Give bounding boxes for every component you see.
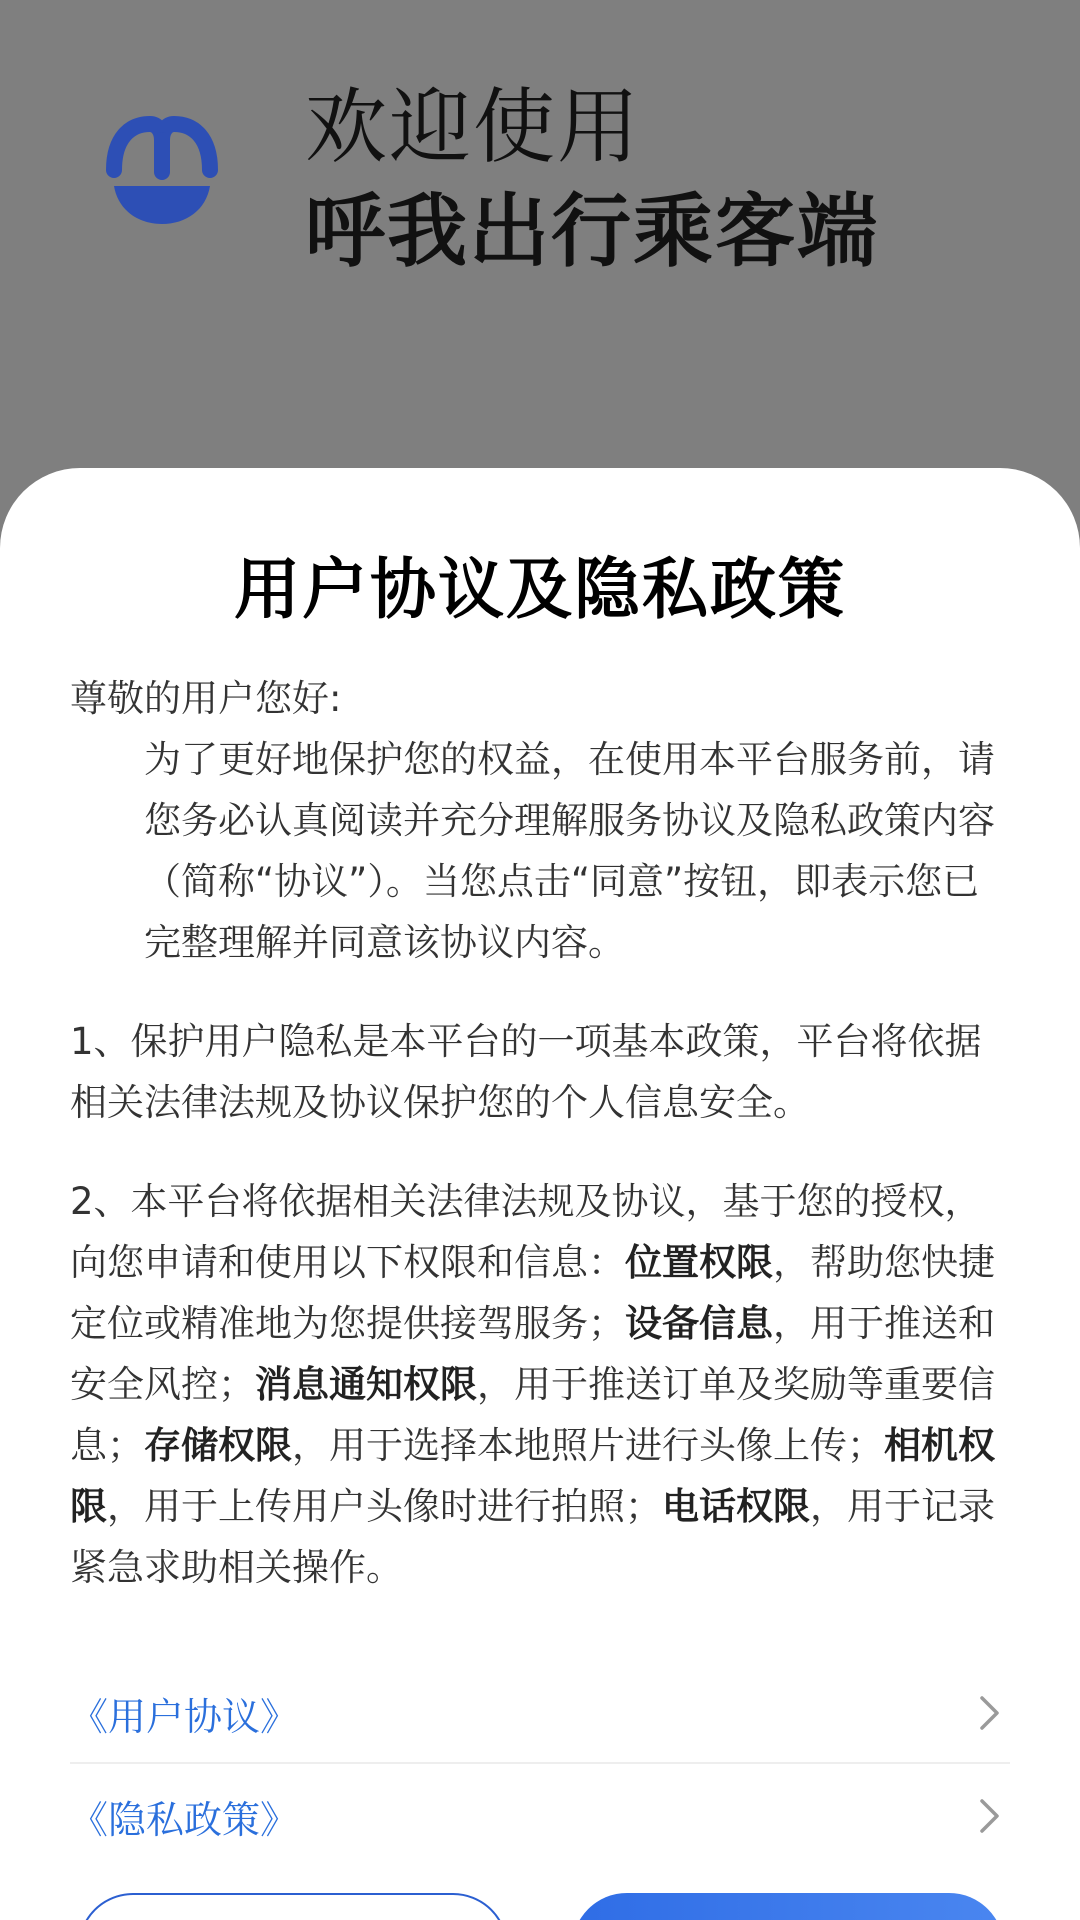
hu-wo-logo-icon [100,110,224,234]
storage-permission-label: 存储权限 [144,1424,292,1467]
chevron-right-icon [970,1796,1010,1836]
camera-permission-text: ，用于上传用户头像时进行拍照； [107,1485,662,1528]
greeting-text: 尊敬的用户您好: [70,677,342,720]
dialog-title: 用户协议及隐私政策 [234,551,846,628]
disagree-button[interactable] [78,1893,508,1920]
device-info-text: ，用于推送和安全风控； [70,1302,995,1406]
policy-item-1: 1、保护用户隐私是本平台的一项基本政策，平台将依据相关法律法规及协议保护您的个人信息安全。 [70,1020,982,1124]
device-info-label: 设备信息 [625,1302,773,1345]
agree-button[interactable] [572,1893,1004,1920]
phone-permission-label: 电话权限 [662,1485,810,1528]
notification-permission-text: ，用于推送订单及奖励等重要信息； [70,1363,995,1467]
privacy-policy-link[interactable] [70,1766,1010,1866]
policy-item-2 [70,1171,1010,1598]
user-agreement-label: 《用户协议》 [70,1694,299,1739]
phone-permission-text: ，用于记录紧急求助相关操作。 [70,1485,995,1589]
user-agreement-link[interactable] [70,1664,1010,1764]
app-name: 呼我出行乘客端 [305,185,879,278]
dialog-content [70,668,1010,1636]
storage-permission-text: ，用于选择本地照片进行头像上传； [292,1424,884,1467]
item2-lead: 2、本平台将依据相关法律法规及协议，基于您的授权，向您申请和使用以下权限和信息： [70,1180,982,1284]
camera-permission-label: 相机权限 [70,1424,995,1528]
welcome-header [305,78,879,286]
agreement-dialog [0,468,1080,1920]
location-permission-text: ，帮助您快捷定位或精准地为您提供接驾服务； [70,1241,995,1345]
chevron-right-icon [970,1693,1010,1733]
intro-paragraph: 为了更好地保护您的权益，在使用本平台服务前，请您务必认真阅读并充分理解服务协议及隐私政策内容（简称“协议”）。当您点击“同意”按钮，即表示您已完整理解并同意该协议内容。 [144,738,995,964]
welcome-text: 欢迎使用 [305,80,642,175]
location-permission-label: 位置权限 [625,1241,773,1284]
notification-permission-label: 消息通知权限 [255,1363,477,1406]
privacy-policy-label: 《隐私政策》 [70,1797,299,1842]
